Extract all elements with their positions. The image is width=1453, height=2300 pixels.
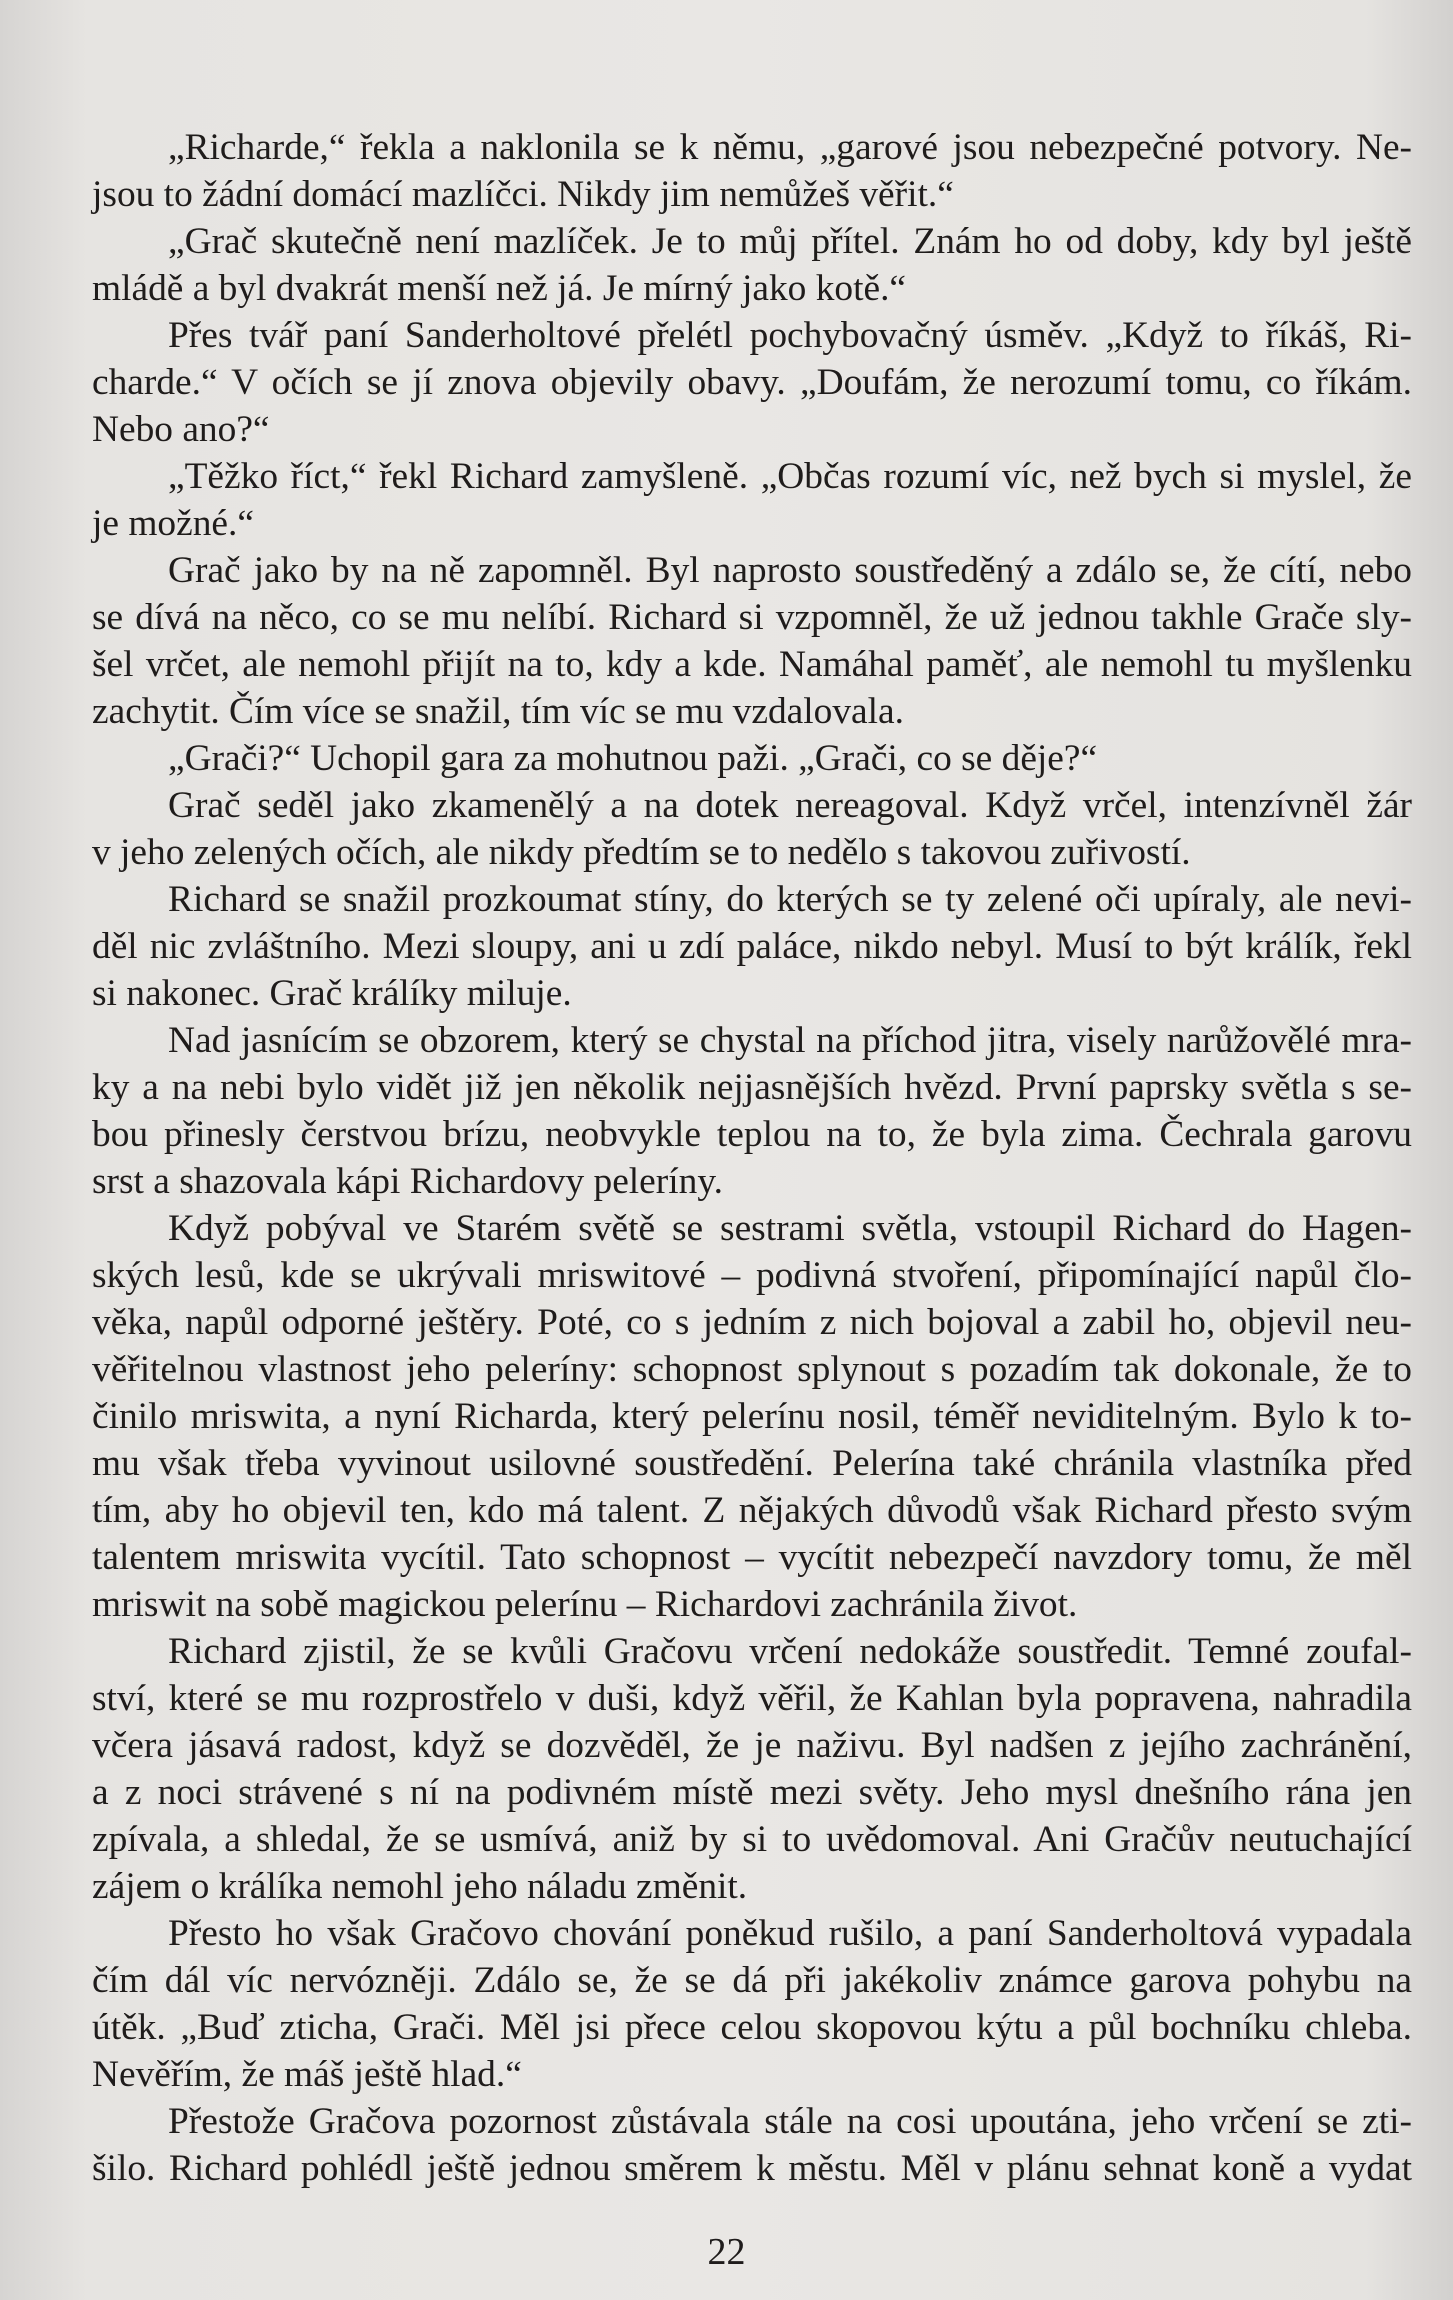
text-line: Přestože Gračova pozornost zůstávala stále na cosi upoutána, jeho vrčení se zti- xyxy=(168,2101,1412,2142)
text-line: Přes tvář paní Sanderholtové přelétl pochybovačný úsměv. „Když to říkáš, Ri- xyxy=(168,315,1412,356)
text-line: šilo. Richard pohlédl ještě jednou směrem k městu. Měl v plánu sehnat koně a vydat xyxy=(92,2148,1412,2189)
text-line: srst a shazovala kápi Richardovy peleríny. xyxy=(92,1161,723,1202)
text-line: charde.“ V očích se jí znova objevily obavy. „Doufám, že nerozumí tomu, co říkám. xyxy=(92,362,1412,403)
text-line: čím dál víc nervózněji. Zdálo se, že se dá při jakékoliv známce garova pohybu na xyxy=(92,1960,1412,2001)
text-line: Přesto ho však Gračovo chování poněkud rušilo, a paní Sanderholtová vypadala xyxy=(168,1913,1412,1954)
text-line: činilo mriswita, a nyní Richarda, který pelerínu nosil, téměř neviditelným. Bylo k to- xyxy=(92,1396,1412,1437)
text-line: talentem mriswita vycítil. Tato schopnost – vycítit nebezpečí navzdory tomu, že měl xyxy=(92,1537,1412,1578)
text-line: Nad jasnícím se obzorem, který se chystal na příchod jitra, visely narůžovělé mra- xyxy=(168,1020,1412,1061)
text-line: věka, napůl odporné ještěry. Poté, co s jedním z nich bojoval a zabil ho, objevil neu- xyxy=(92,1302,1412,1343)
text-line: Grač seděl jako zkamenělý a na dotek nereagoval. Když vrčel, intenzívněl žár xyxy=(168,785,1412,826)
text-line: včera jásavá radost, když se dozvěděl, že je naživu. Byl nadšen z jejího zachránění, xyxy=(92,1725,1412,1766)
text-line: si nakonec. Grač králíky miluje. xyxy=(92,973,572,1014)
text-line: mriswit na sobě magickou pelerínu – Richardovi zachránila život. xyxy=(92,1584,1078,1625)
text-line: se dívá na něco, co se mu nelíbí. Richard si vzpomněl, že už jednou takhle Grače sly- xyxy=(92,597,1412,638)
text-line: „Grači?“ Uchopil gara za mohutnou paži. „Grači, co se děje?“ xyxy=(168,738,1098,779)
text-line: Když pobýval ve Starém světě se sestrami světla, vstoupil Richard do Hagen- xyxy=(168,1208,1412,1249)
text-line: Richard zjistil, že se kvůli Gračovu vrčení nedokáže soustředit. Temné zoufal- xyxy=(168,1631,1412,1672)
text-line: zájem o králíka nemohl jeho náladu změnit. xyxy=(92,1866,748,1907)
text-line: „Grač skutečně není mazlíček. Je to můj přítel. Znám ho od doby, kdy byl ještě xyxy=(168,221,1412,262)
text-line: útěk. „Buď zticha, Grači. Měl jsi přece celou skopovou kýtu a půl bochníku chleba. xyxy=(92,2007,1412,2048)
text-line: „Těžko říct,“ řekl Richard zamyšleně. „Občas rozumí víc, než bych si myslel, že xyxy=(168,456,1412,497)
text-line: ky a na nebi bylo vidět již jen několik nejjasnějších hvězd. První paprsky světla s se- xyxy=(92,1067,1412,1108)
text-line: v jeho zelených očích, ale nikdy předtím se to nedělo s takovou zuřivostí. xyxy=(92,832,1191,873)
text-line: ství, které se mu rozprostřelo v duši, když věřil, že Kahlan byla popravena, nahradila xyxy=(92,1678,1412,1719)
body-text xyxy=(92,124,1412,2192)
text-line: zpívala, a shledal, že se usmívá, aniž by si to uvědomoval. Ani Gračův neutuchající xyxy=(92,1819,1412,1860)
text-line: a z noci strávené s ní na podivném místě mezi světy. Jeho mysl dnešního rána jen xyxy=(92,1772,1412,1813)
text-line: je možné.“ xyxy=(92,503,254,544)
text-line: „Richarde,“ řekla a naklonila se k němu, „garové jsou nebezpečné potvory. Ne- xyxy=(168,127,1412,168)
text-line: bou přinesly čerstvou brízu, neobvykle teplou na to, že byla zima. Čechrala garovu xyxy=(92,1114,1412,1155)
text-line: mládě a byl dvakrát menší než já. Je mírný jako kotě.“ xyxy=(92,268,907,309)
text-line: Nebo ano?“ xyxy=(92,409,270,450)
text-line: jsou to žádní domácí mazlíčci. Nikdy jim nemůžeš věřit.“ xyxy=(92,174,954,215)
text-line: ských lesů, kde se ukrývali mriswitové – podivná stvoření, připomínající napůl člo- xyxy=(92,1255,1412,1296)
text-line: děl nic zvláštního. Mezi sloupy, ani u zdí paláce, nikdo nebyl. Musí to být králík, řekl xyxy=(92,926,1412,967)
text-line: šel vrčet, ale nemohl přijít na to, kdy a kde. Namáhal paměť, ale nemohl tu myšlenku xyxy=(92,644,1412,685)
text-line: Richard se snažil prozkoumat stíny, do kterých se ty zelené oči upíraly, ale nevi- xyxy=(168,879,1412,920)
text-line: zachytit. Čím více se snažil, tím víc se mu vzdalovala. xyxy=(92,691,904,732)
page-number: 22 xyxy=(707,2231,746,2273)
text-line: mu však třeba vyvinout usilovné soustředění. Pelerína také chránila vlastníka před xyxy=(92,1443,1412,1484)
text-line: Grač jako by na ně zapomněl. Byl naprosto soustředěný a zdálo se, že cítí, nebo xyxy=(168,550,1412,591)
text-line: věřitelnou vlastnost jeho peleríny: schopnost splynout s pozadím tak dokonale, že to xyxy=(92,1349,1412,1390)
text-line: Nevěřím, že máš ještě hlad.“ xyxy=(92,2054,522,2095)
text-line: tím, aby ho objevil ten, kdo má talent. Z nějakých důvodů však Richard přesto svým xyxy=(92,1490,1412,1531)
